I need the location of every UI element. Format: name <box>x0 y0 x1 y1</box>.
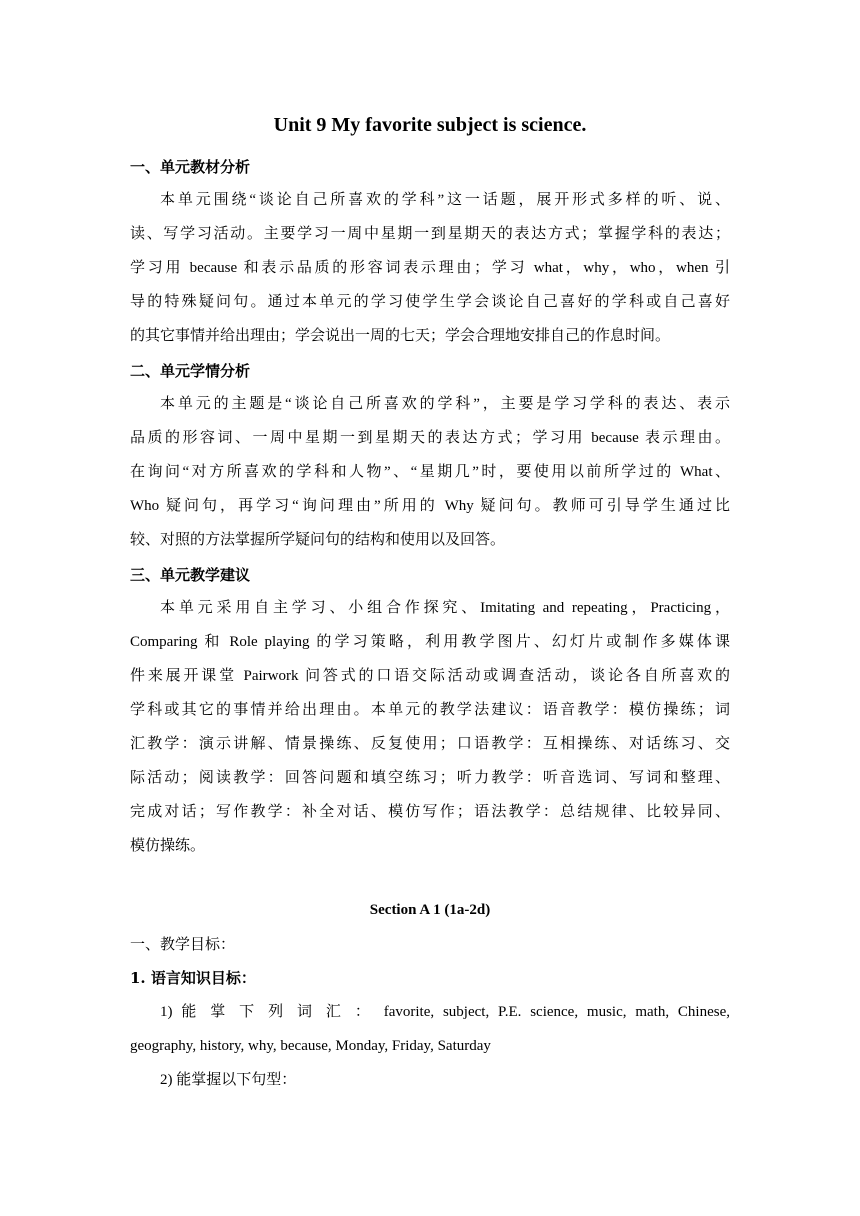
paragraph-line: 导的特殊疑问句。通过本单元的学习使学生学会谈论自己喜好的学科或自己喜好 <box>130 294 730 310</box>
paragraph-line: 较、对照的方法掌握所学疑问句的结构和使用以及回答。 <box>130 532 506 548</box>
section-paragraph-materials <box>130 183 730 353</box>
paragraph-line: geography, history, why, because, Monday, Friday, Saturday <box>130 1038 491 1054</box>
teaching-goals-heading: 一、教学目标： <box>130 935 236 953</box>
paragraph-line: 品质的形容词、一周中星期一到星期天的表达方式；学习用 because 表示理由。 <box>130 430 730 446</box>
paragraph-line: 2) 能掌握以下句型： <box>160 1072 297 1088</box>
paragraph-line: 本单元采用自主学习、小组合作探究、Imitating and repeating，Practicing， <box>160 600 730 616</box>
paragraph-line: 学科或其它的事情并给出理由。本单元的教学法建议：语音教学：模仿操练；词 <box>130 702 730 718</box>
section-heading-learners: 二、单元学情分析 <box>130 362 251 380</box>
section-paragraph-learners <box>130 387 730 557</box>
paragraph-line: 1) 能 掌 下 列 词 汇 ： favorite, subject, P.E. science, music, math, Chinese, <box>160 1004 730 1020</box>
sentence-pattern-item <box>130 1063 730 1097</box>
language-knowledge-heading: 1. 语言知识目标： <box>130 969 256 987</box>
paragraph-line: 在询问“对方所喜欢的学科和人物”、“星期几”时，要使用以前所学过的 What、 <box>130 464 730 480</box>
paragraph-line: Comparing 和 Role playing 的学习策略，利用教学图片、幻灯片或制作多媒体课 <box>130 634 730 650</box>
section-a-title: Section A 1 (1a-2d) <box>369 902 491 918</box>
section-heading-materials: 一、单元教材分析 <box>130 158 251 176</box>
section-paragraph-suggestions <box>130 591 730 863</box>
section-heading-suggestions: 三、单元教学建议 <box>130 566 251 584</box>
paragraph-line: 本单元围绕“谈论自己所喜欢的学科”这一话题，展开形式多样的听、说、 <box>160 192 730 208</box>
paragraph-line: 模仿操练。 <box>130 838 206 854</box>
paragraph-line: 汇教学：演示讲解、情景操练、反复使用；口语教学：互相操练、对话练习、交 <box>130 736 730 752</box>
document-title: Unit 9 My favorite subject is science. <box>273 114 587 136</box>
paragraph-line: 的其它事情并给出理由；学会说出一周的七天；学会合理地安排自己的作息时间。 <box>130 328 671 344</box>
paragraph-line: 际活动；阅读教学：回答问题和填空练习；听力教学：听音选词、写词和整理、 <box>130 770 730 786</box>
paragraph-line: 件来展开课堂 Pairwork 问答式的口语交际活动或调查活动，谈论各自所喜欢的 <box>130 668 730 684</box>
paragraph-line: 完成对话；写作教学：补全对话、模仿写作；语法教学：总结规律、比较异同、 <box>130 804 730 820</box>
paragraph-line: 本单元的主题是“谈论自己所喜欢的学科”，主要是学习学科的表达、表示 <box>160 396 730 412</box>
paragraph-line: 学习用 because 和表示品质的形容词表示理由；学习 what，why，who，when 引 <box>130 260 730 276</box>
paragraph-line: Who 疑问句，再学习“询问理由”所用的 Why 疑问句。教师可引导学生通过比 <box>130 498 730 514</box>
paragraph-line: 读、写学习活动。主要学习一周中星期一到星期天的表达方式；掌握学科的表达； <box>130 226 730 242</box>
vocabulary-item <box>130 995 730 1063</box>
